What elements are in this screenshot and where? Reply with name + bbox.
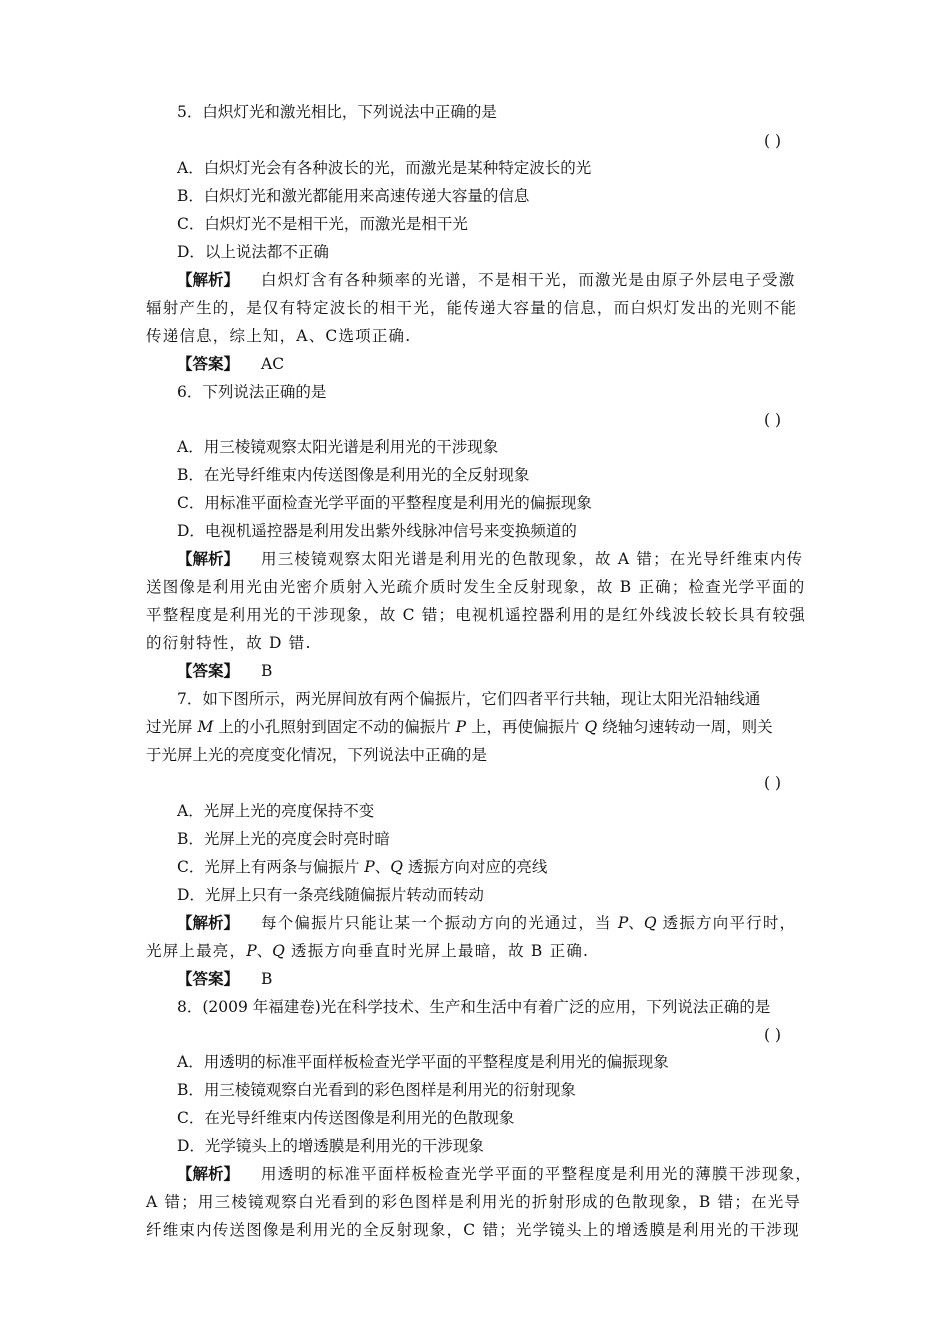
option-b: B．用三棱镜观察白光看到的彩色图样是利用光的衍射现象 [177,1081,576,1099]
answer-line [177,969,272,989]
analysis-text: 白炽灯含有各种频率的光谱，不是相干光，而激光是由原子外层电子受激 [261,271,796,289]
analysis-line [146,941,589,961]
stem-text: 绕轴匀速转动一周，则关 [597,718,773,736]
answer-bracket: ( ) [764,774,782,792]
screen-m-label: M [197,718,214,736]
analysis-tag: 【解析】 [177,913,240,932]
polarizer-p-label: P [617,914,629,932]
polarizer-p-label: P [246,942,257,960]
option-text: 透振方向对应的亮线 [402,858,548,876]
separator: 、 [256,942,273,960]
answer-line [177,661,272,681]
stem-text: 上的小孔照射到固定不动的偏振片 [213,718,456,736]
analysis-text: 每个偏振片只能让某一个振动方向的光通过，当 [261,914,618,932]
analysis-text: 透振方向平行时， [656,914,797,932]
option-c [177,857,547,877]
option-d: D．以上说法都不正确 [177,243,329,261]
answer-value: AC [261,355,285,373]
option-b: B．光屏上光的亮度会时亮时暗 [177,830,390,848]
option-c: C．在光导纤维束内传送图像是利用光的色散现象 [177,1109,515,1127]
analysis-text: 送图像是利用光由光密介质射入光疏介质时发生全反射现象，故 B 正确；检查光学平面的 [146,578,806,596]
stem-text: 上，再使偏振片 [466,718,585,736]
option-a: A．用三棱镜观察太阳光谱是利用光的干涉现象 [177,438,499,456]
analysis-text: 的衍射特性，故 D 错. [146,634,312,652]
stem-text: 过光屏 [146,718,198,736]
question-7-stem [146,717,773,737]
analysis-text: 平整程度是利用光的干涉现象，故 C 错；电视机遥控器利用的是红外线波长较长具有较强 [146,606,806,624]
answer-line [177,354,284,374]
polarizer-q-label: Q [584,718,598,736]
analysis-text: 纤维束内传送图像是利用光的全反射现象，C 错；光学镜头上的增透膜是利用光的干涉现 [146,1221,800,1239]
polarizer-q-label: Q [272,942,285,960]
question-6-stem: 6．下列说法正确的是 [177,383,327,401]
answer-tag: 【答案】 [177,354,240,373]
analysis-tag: 【解析】 [177,549,240,568]
answer-bracket: ( ) [764,132,782,150]
analysis-text: 用透明的标准平面样板检查光学平面的平整程度是利用光的薄膜干涉现象， [261,1165,813,1183]
analysis-line [177,1164,812,1184]
question-7-stem: 7．如下图所示，两光屏间放有两个偏振片，它们四者平行共轴，现让太阳光沿轴线通 [177,690,761,708]
analysis-text: 用三棱镜观察太阳光谱是利用光的色散现象，故 A 错；在光导纤维束内传 [261,550,804,568]
option-d: D．电视机遥控器是利用发出紫外线脉冲信号来变换频道的 [177,522,577,540]
answer-tag: 【答案】 [177,969,240,988]
analysis-text: 光屏上最亮， [146,942,247,960]
answer-bracket: ( ) [764,411,782,429]
question-8-stem: 8．(2009 年福建卷)光在科学技术、生产和生活中有着广泛的应用，下列说法正确的是 [177,998,771,1016]
question-7-stem: 于光屏上光的亮度变化情况，下列说法中正确的是 [146,746,488,764]
polarizer-p-label: P [455,718,467,736]
answer-bracket: ( ) [764,1026,782,1044]
polarizer-p-label: P [364,858,375,876]
analysis-tag: 【解析】 [177,1164,240,1183]
analysis-text: 传递信息，综上知，A、C选项正确. [146,327,412,345]
analysis-text: 透振方向垂直时光屏上最暗，故 B 正确. [284,942,590,960]
polarizer-q-label: Q [643,914,657,932]
answer-tag: 【答案】 [177,661,240,680]
analysis-text: A 错；用三棱镜观察白光看到的彩色图样是利用光的折射形成的色散现象，B 错；在光导 [146,1193,802,1211]
option-c: C．用标准平面检查光学平面的平整程度是利用光的偏振现象 [177,494,592,512]
analysis-tag: 【解析】 [177,270,240,289]
answer-value: B [261,662,273,680]
analysis-line [177,549,803,569]
option-b: B．在光导纤维束内传送图像是利用光的全反射现象 [177,466,530,484]
option-a: A．白炽灯光会有各种波长的光，而激光是某种特定波长的光 [177,159,592,177]
option-a: A．用透明的标准平面样板检查光学平面的平整程度是利用光的偏振现象 [177,1053,669,1071]
separator: 、 [628,914,644,932]
polarizer-q-label: Q [390,858,403,876]
analysis-line [177,270,795,290]
option-d: D．光屏上只有一条亮线随偏振片转动而转动 [177,886,484,904]
option-b: B．白炽灯光和激光都能用来高速传递大容量的信息 [177,187,530,205]
question-5-stem: 5．白炽灯光和激光相比，下列说法中正确的是 [177,103,497,121]
separator: 、 [374,858,391,876]
analysis-line [177,913,796,933]
option-a: A．光屏上光的亮度保持不变 [177,802,375,820]
option-text: C．光屏上有两条与偏振片 [177,858,365,876]
analysis-text: 辐射产生的，是仅有特定波长的相干光，能传递大容量的信息，而白炽灯发出的光则不能 [146,299,798,317]
option-d: D．光学镜头上的增透膜是利用光的干涉现象 [177,1137,484,1155]
answer-value: B [261,970,273,988]
option-c: C．白炽灯光不是相干光，而激光是相干光 [177,215,468,233]
